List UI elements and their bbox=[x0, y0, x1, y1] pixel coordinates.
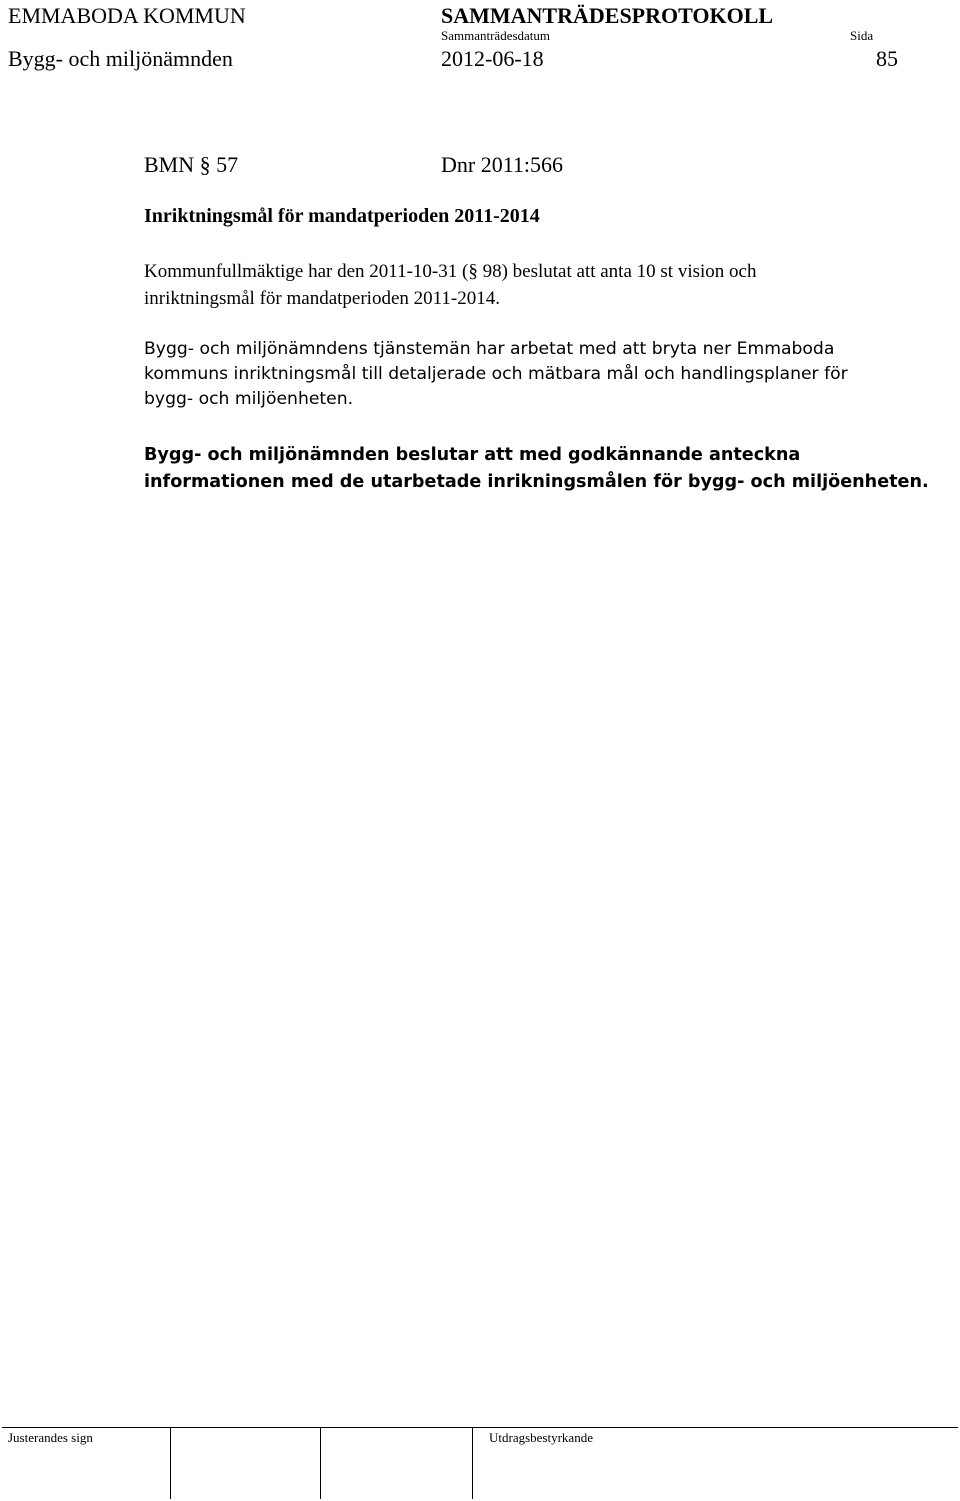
diary-number: Dnr 2011:566 bbox=[441, 152, 564, 177]
decision-line-2: informationen med de utarbetade inrikningsmålen för bygg- och miljöenheten. bbox=[144, 472, 929, 492]
paragraph-work bbox=[144, 337, 944, 412]
signature-divider-3 bbox=[472, 1427, 473, 1499]
municipality-name: EMMABODA KOMMUN bbox=[8, 3, 246, 28]
case-title: Inriktningsmål för mandatperioden 2011-2014 bbox=[144, 205, 540, 227]
signature-divider-2 bbox=[320, 1427, 321, 1499]
decision-paragraph bbox=[144, 442, 944, 496]
signature-table-top-border bbox=[2, 1427, 958, 1428]
paragraph-background bbox=[144, 258, 944, 312]
paragraph-2-line-3: bygg- och miljöenheten. bbox=[144, 389, 354, 409]
justerandes-sign-label: Justerandes sign bbox=[8, 1430, 93, 1445]
decision-line-1: Bygg- och miljönämnden beslutar att med godkännande anteckna bbox=[144, 445, 801, 465]
paragraph-2-line-1: Bygg- och miljönämndens tjänstemän har arbetat med att bryta ner Emmaboda bbox=[144, 339, 835, 359]
date-label: Sammanträdesdatum bbox=[441, 28, 551, 43]
page-label: Sida bbox=[850, 28, 874, 43]
meeting-date: 2012-06-18 bbox=[441, 46, 544, 71]
paragraph-2-line-2: kommuns inriktningsmål till detaljerade och mätbara mål och handlingsplaner för bbox=[144, 364, 848, 384]
paragraph-1-line-1: Kommunfullmäktige har den 2011-10-31 (§ 98) beslutat att anta 10 st vision och bbox=[144, 261, 757, 282]
document-type: SAMMANTRÄDESPROTOKOLL bbox=[441, 3, 774, 28]
committee-name: Bygg- och miljönämnden bbox=[8, 46, 233, 71]
utdragsbestyrkande-label: Utdragsbestyrkande bbox=[489, 1430, 593, 1445]
paragraph-number: BMN § 57 bbox=[144, 152, 239, 177]
paragraph-1-line-2: inriktningsmål för mandatperioden 2011-2014. bbox=[144, 288, 500, 309]
signature-divider-1 bbox=[170, 1427, 171, 1499]
page-number: 85 bbox=[876, 46, 898, 71]
